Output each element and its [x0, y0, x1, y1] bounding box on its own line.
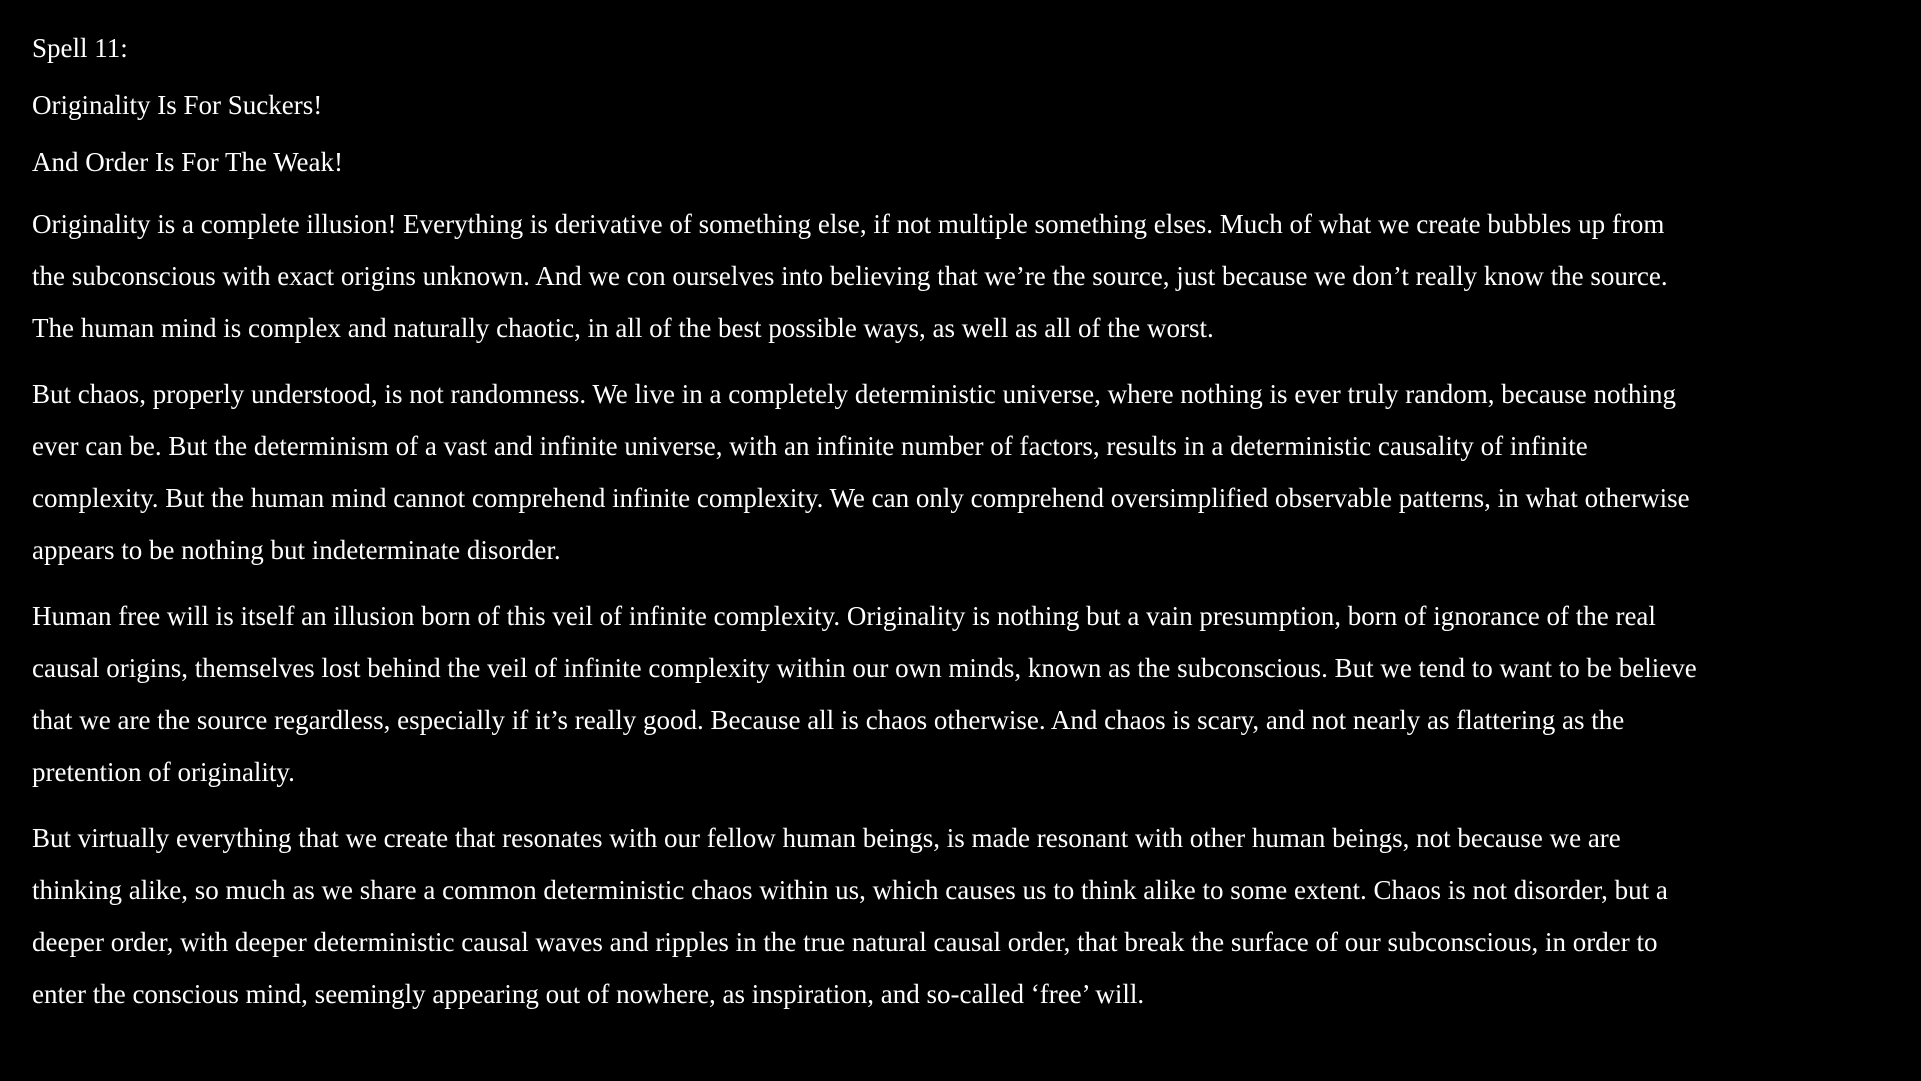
text-line: ever can be. But the determinism of a vast and infinite universe, with an infinite number of factors, results in a deterministic causality of infinite	[32, 431, 1588, 461]
text-line: enter the conscious mind, seemingly appearing out of nowhere, as inspiration, and so-called ‘free’ will.	[32, 979, 1145, 1009]
text-line: pretention of originality.	[32, 757, 295, 787]
text-line: thinking alike, so much as we share a common deterministic chaos within us, which causes us to think alike to some extent. Chaos is not disorder, but a	[32, 875, 1668, 905]
text-line: the subconscious with exact origins unknown. And we con ourselves into believing that we’re the source, just because we don’t really know the source.	[32, 261, 1668, 291]
spell-number: Spell 11:	[32, 33, 128, 63]
paragraph-1	[32, 198, 1892, 354]
paragraph-3	[32, 590, 1892, 798]
document-body	[32, 27, 1892, 1034]
text-line: causal origins, themselves lost behind the veil of infinite complexity within our own minds, known as the subconscious. But we tend to want to be believe	[32, 653, 1697, 683]
text-line: deeper order, with deeper deterministic causal waves and ripples in the true natural causal order, that break the surface of our subconscious, in order to	[32, 927, 1658, 957]
text-line: But chaos, properly understood, is not randomness. We live in a completely deterministic universe, where nothing is ever truly random, because nothing	[32, 379, 1676, 409]
text-line: Originality is a complete illusion! Everything is derivative of something else, if not multiple something elses. Much of what we create bubbles up from	[32, 209, 1665, 239]
text-line: that we are the source regardless, especially if it’s really good. Because all is chaos otherwise. And chaos is scary, and not nearly as flattering as the	[32, 705, 1625, 735]
text-line: Human free will is itself an illusion born of this veil of infinite complexity. Originality is nothing but a vain presumption, born of ignorance of the real	[32, 601, 1656, 631]
paragraph-2	[32, 368, 1892, 576]
title-line-2: And Order Is For The Weak!	[32, 147, 344, 177]
title-line-1: Originality Is For Suckers!	[32, 90, 323, 120]
text-line: The human mind is complex and naturally chaotic, in all of the best possible ways, as well as all of the worst.	[32, 313, 1214, 343]
text-line: complexity. But the human mind cannot comprehend infinite complexity. We can only comprehend oversimplified observable patterns, in what otherwise	[32, 483, 1690, 513]
text-line: appears to be nothing but indeterminate disorder.	[32, 535, 561, 565]
paragraph-4	[32, 812, 1892, 1020]
text-line: But virtually everything that we create that resonates with our fellow human beings, is made resonant with other human beings, not because we are	[32, 823, 1621, 853]
